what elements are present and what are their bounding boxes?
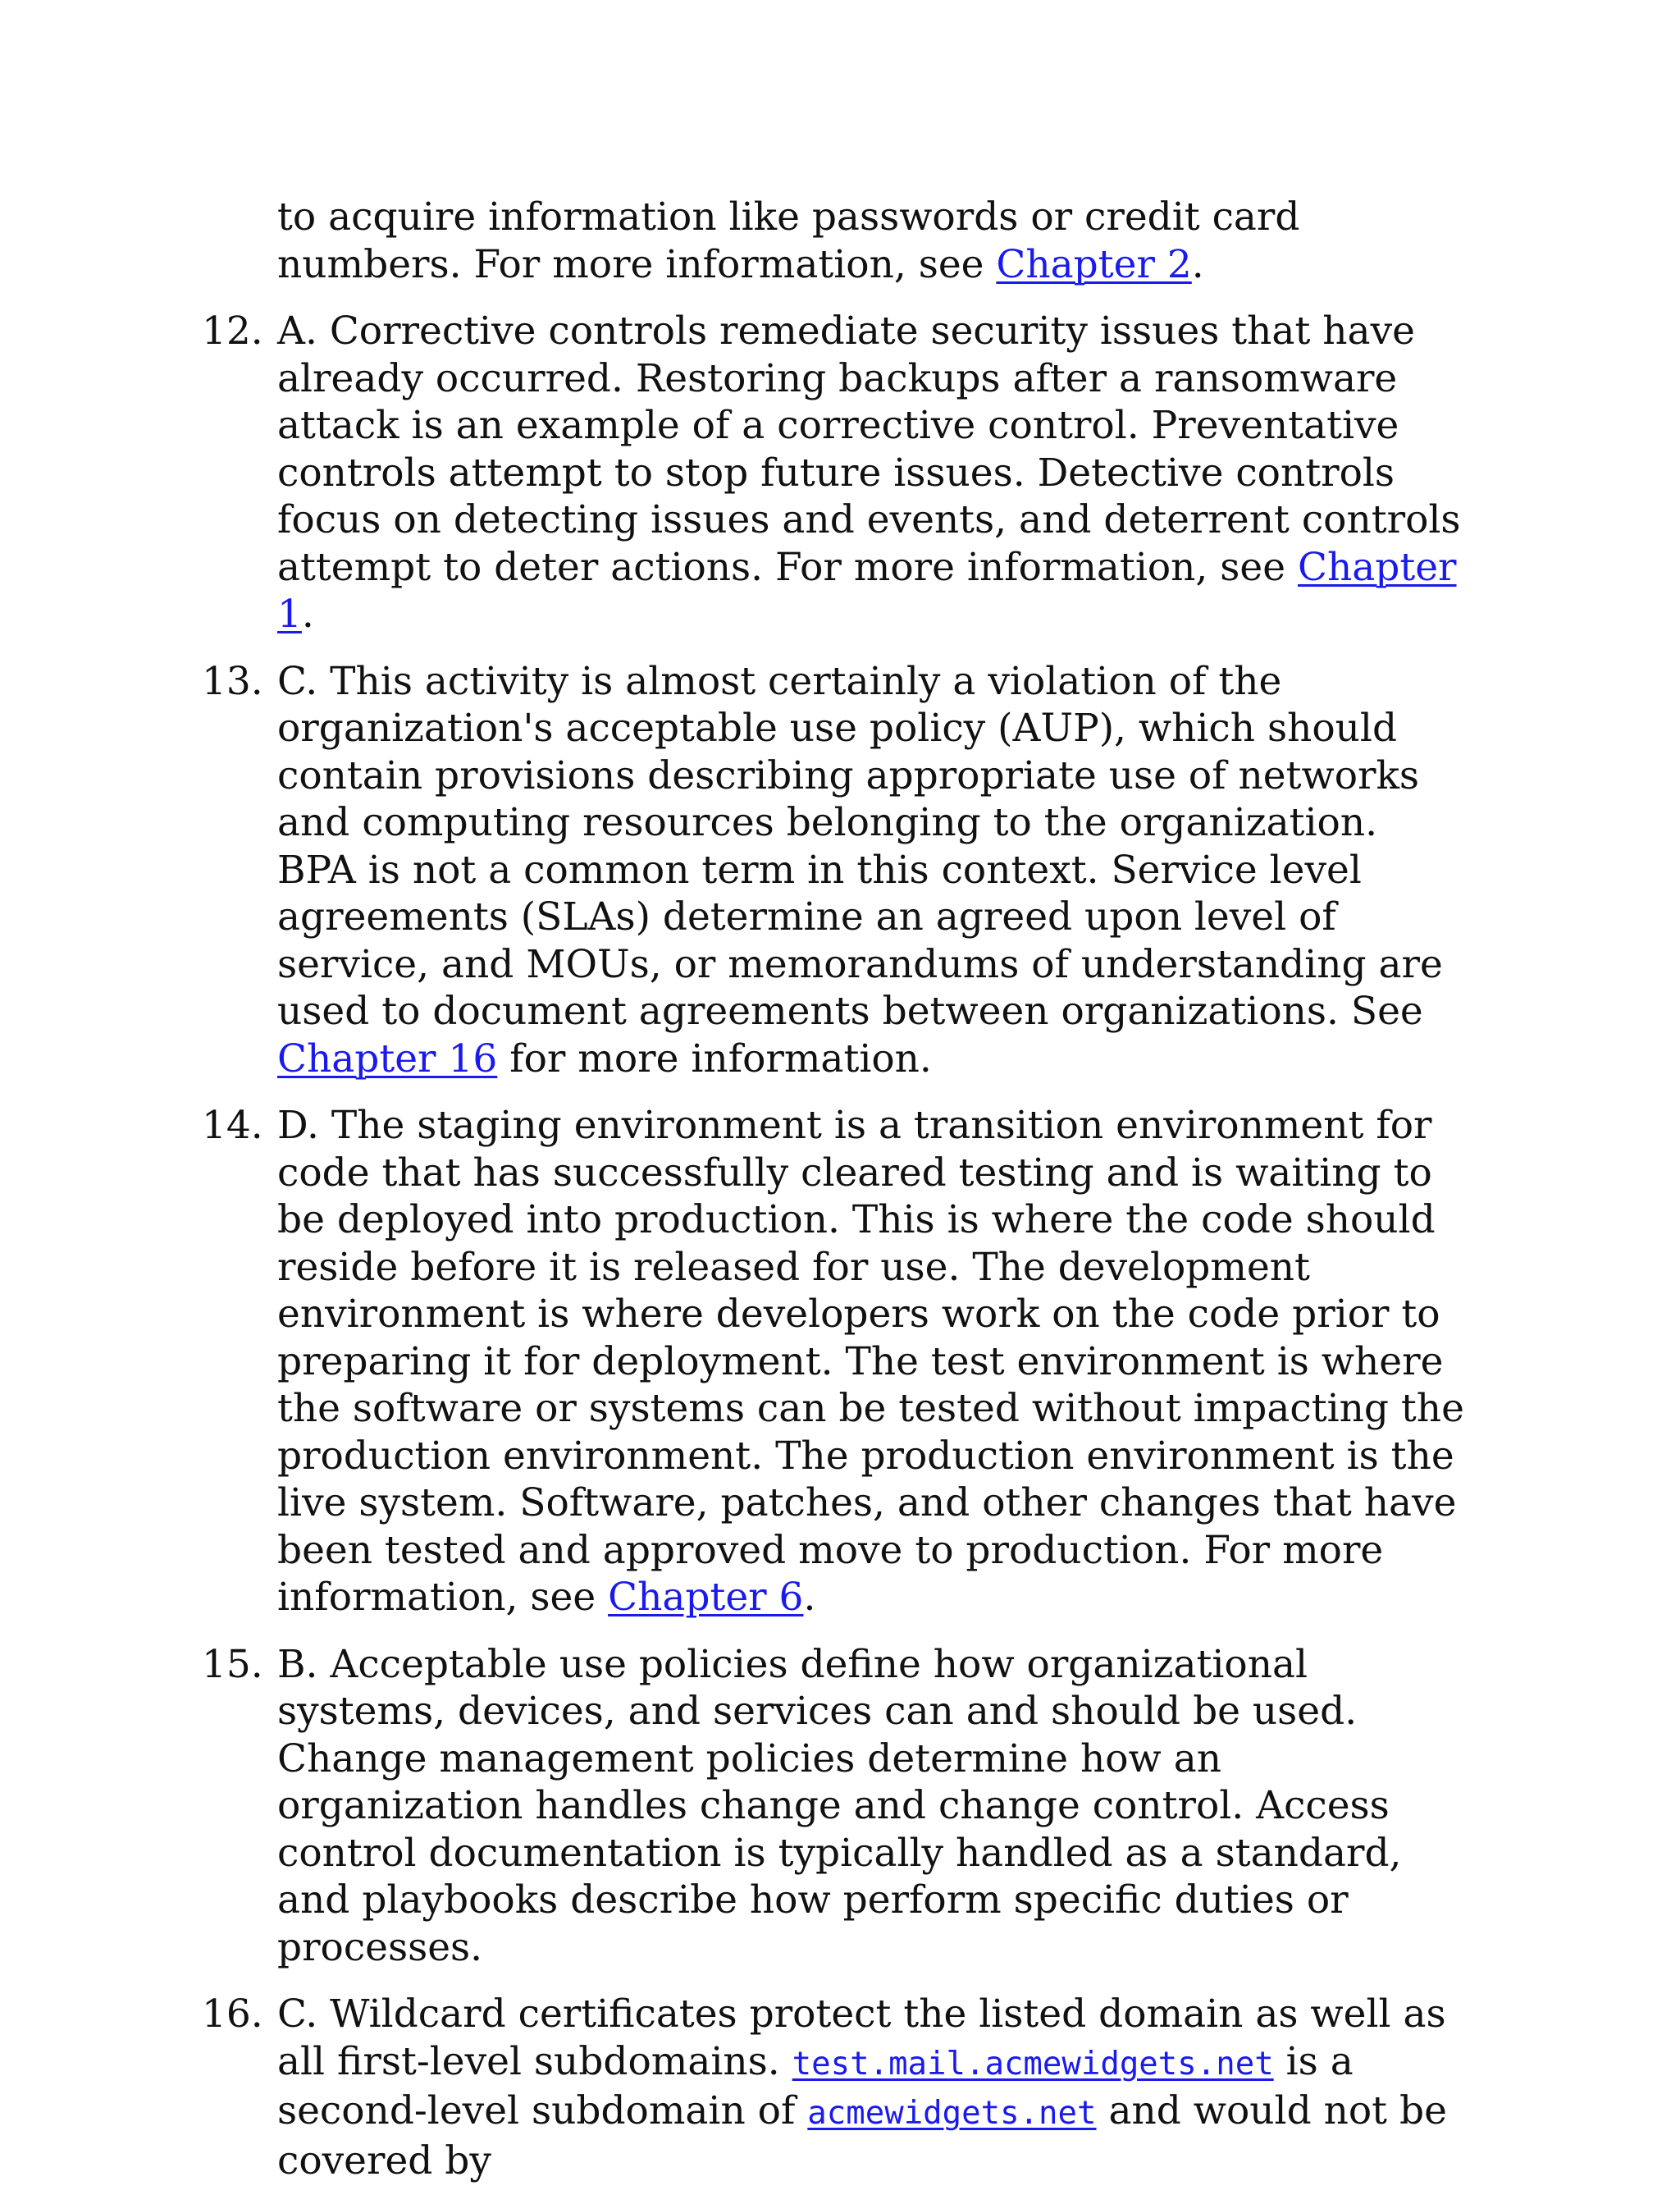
- test-mail-domain-link[interactable]: test.mail.acmewidgets.net: [792, 2045, 1274, 2083]
- answer-text: C. This activity is almost certainly a violation of the organization's acceptable use policy (AUP), which should contain provisions describing appropriate use of networks and computing resources belonging to the organization. BPA is not a common term in this context. Service level agreements (SLAs) determine an agreed upon level of service, and MOUs, or memorandums of understanding are used to document agreements between organizations. See: [277, 658, 1443, 1034]
- chapter-2-link[interactable]: Chapter 2: [996, 241, 1192, 287]
- acmewidgets-domain-link[interactable]: acmewidgets.net: [807, 2095, 1097, 2132]
- answer-item-13: 13. C. This activity is almost certainly a violation of the organization's acceptable use policy (AUP), which should contain provisions describing appropriate use of networks and computing resources belonging to the organization. BPA is not a common term in this context. Service level agreements (SLAs) determine an agreed upon level of service, and MOUs, or memorandums of understanding are used to document agreements between organizations. See Chapter 16 for more information.: [202, 658, 1443, 1081]
- answer-item-14: 14. D. The staging environment is a transition environment for code that has successfully cleared testing and is waiting to be deployed into production. This is where the code should reside before it is released for use. The development environment is where developers work on the code prior to preparing it for deployment. The test environment is where the software or systems can be tested without impacting the production environment. The production environment is the live system. Software, patches, and other changes that have been tested and approved move to production. For more information, see Chapter 6.: [202, 1103, 1464, 1620]
- item-number: 16.: [202, 1991, 263, 2037]
- answer-item-15: [202, 1641, 1467, 1972]
- chapter-1-link[interactable]: Chapter 1: [277, 544, 1457, 637]
- item-number: 12.: [202, 309, 263, 354]
- paragraph-text: to acquire information like passwords or credit card numbers. For more information, see: [277, 194, 1300, 287]
- answer-text: D. The staging environment is a transition environment for code that has successfully cleared testing and is waiting to be deployed into production. This is where the code should reside before it is released for use. The development environment is where developers work on the code prior to preparing it for deployment. The test environment is where the software or systems can be tested without impacting the production environment. The production environment is the live system. Software, patches, and other changes that have been tested and approved move to production. For more information, see: [277, 1103, 1464, 1620]
- answer-text: A. Corrective controls remediate security issues that have already occurred. Restoring backups after a ransomware attack is an example of a corrective control. Preventative controls attempt to stop future issues. Detective controls focus on detecting issues and events, and deterrent controls attempt to deter actions. For more information, see: [277, 309, 1461, 590]
- answer-item-12: 12. A. Corrective controls remediate security issues that have already occurred. Restoring backups after a ransomware attack is an example of a corrective control. Preventative controls attempt to stop future issues. Detective controls focus on detecting issues and events, and deterrent controls attempt to deter actions. For more information, see Chapter 1.: [202, 309, 1461, 637]
- answer-text: B. Acceptable use policies define how organizational systems, devices, and services can and should be used. Change management policies determine how an organization handles change and change control. Access control documentation is typically handled as a standard, and playbooks describe how perform specific duties or processes.: [277, 1641, 1402, 1970]
- item-number: 13.: [202, 658, 263, 704]
- answer-list: [202, 194, 1467, 2204]
- item-number: 14.: [202, 1103, 263, 1148]
- chapter-6-link[interactable]: Chapter 6: [608, 1575, 804, 1620]
- answer-text: C. Wildcard certificates protect the listed domain as well as all first-level subdomains.: [277, 1991, 1446, 2084]
- answer-item-16: 16. C. Wildcard certificates protect the listed domain as well as all first-level subdomains. test.mail.acmewidgets.net is a second-level subdomain of acmewidgets.net and would not be covered by: [202, 1991, 1447, 2183]
- chapter-16-link[interactable]: Chapter 16: [277, 1036, 498, 1081]
- continued-paragraph: to acquire information like passwords or credit card numbers. For more information, see Chapter 2.: [277, 194, 1300, 287]
- item-number: 15.: [202, 1641, 263, 1687]
